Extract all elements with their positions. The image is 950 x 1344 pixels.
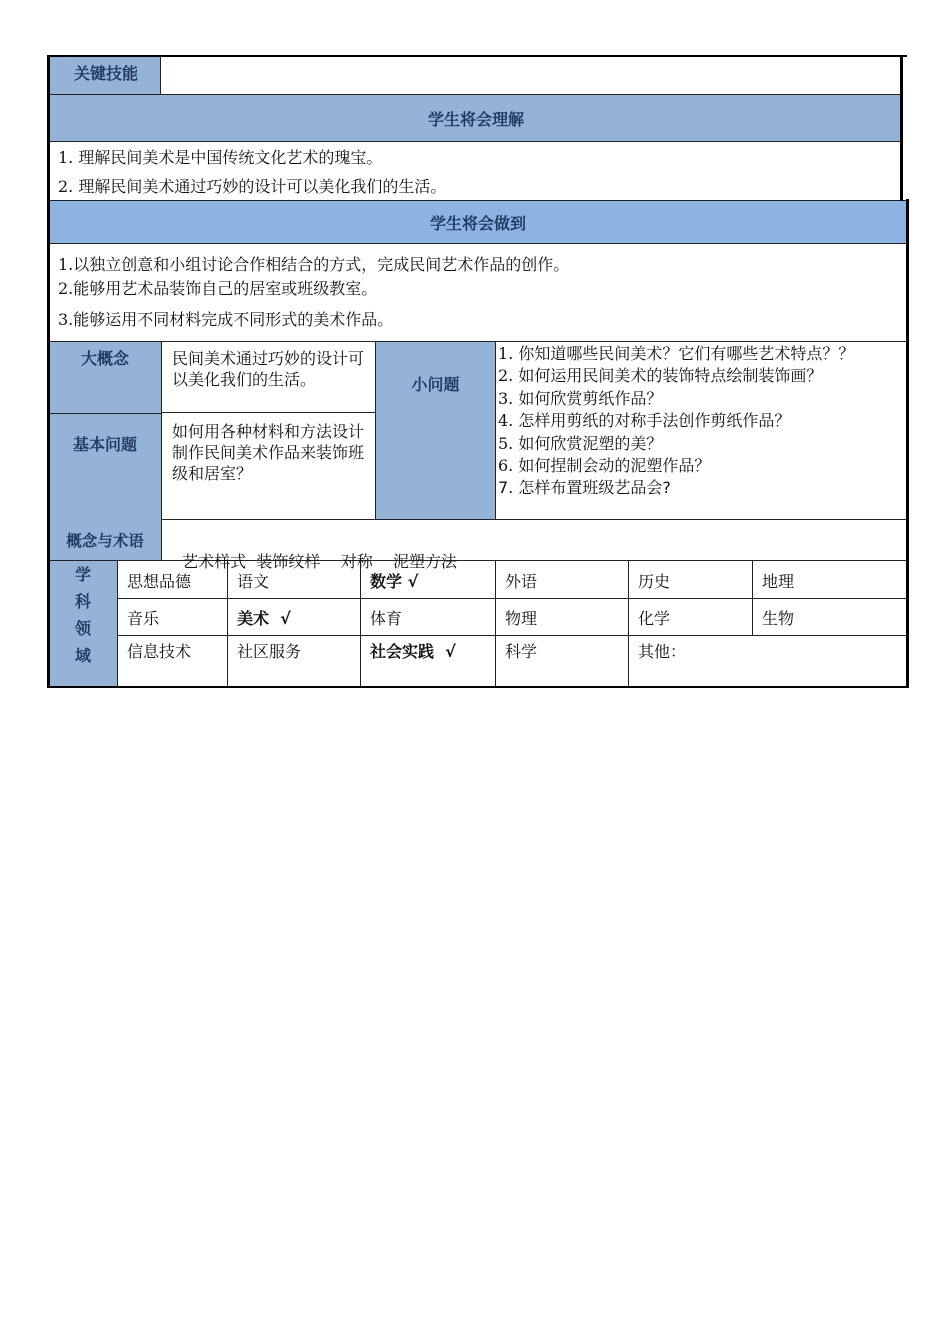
border-top [47, 55, 907, 57]
basic-question-text-value: 如何用各种材料和方法设计制作民间美术作品来装饰班级和居室？ [172, 422, 365, 483]
small-question-item: 3. 如何欣赏剪纸作品？ [498, 388, 663, 408]
subject-cell-checked: 数学 √ [370, 571, 419, 591]
subject-cell: 历史 [638, 571, 671, 591]
border-bottom [47, 686, 909, 688]
subject-cell: 其他： [638, 641, 687, 661]
subject-area-char: 科 [74, 592, 91, 611]
understand-header [49, 95, 902, 142]
big-concept-text [161, 341, 376, 413]
do-item: 3.能够运用不同材料完成不同形式的美术作品。 [58, 310, 394, 329]
border-right-lower [906, 199, 909, 688]
basic-question-label [49, 413, 161, 520]
small-question-item: 7. 怎样布置班级艺品会? [498, 478, 671, 498]
border-left [47, 55, 50, 688]
do-item: 1.以独立创意和小组讨论合作相结合的方式，完成民间艺术作品的创作。 [58, 255, 570, 274]
terms-label-text: 概念与术语 [66, 532, 144, 550]
basic-question-label-text: 基本问题 [72, 435, 137, 454]
subject-cell: 外语 [505, 571, 538, 591]
subject-area-label [49, 561, 117, 687]
subject-cell: 物理 [505, 609, 538, 628]
small-question-item: 1. 你知道哪些民间美术？它们有哪些艺术特点？？ [498, 344, 855, 363]
subject-cell: 语文 [237, 571, 270, 591]
small-questions-label [376, 341, 495, 520]
subject-cell: 生物 [762, 609, 795, 628]
understand-body [49, 142, 902, 200]
subject-cell: 音乐 [127, 609, 160, 628]
terms-text-value: 艺术样式 装饰纹样 对称 泥塑方法 [182, 552, 458, 571]
understand-header-text: 学生将会理解 [427, 109, 524, 129]
big-concept-label [49, 341, 161, 413]
small-questions-label-text: 小问题 [411, 375, 460, 394]
key-skills-value [160, 56, 902, 95]
small-question-item: 6. 如何捏制会动的泥塑作品？ [498, 456, 711, 476]
do-body [49, 244, 907, 341]
small-question-item: 5. 如何欣赏泥塑的美？ [498, 433, 663, 453]
terms-text [161, 520, 907, 571]
big-concept-label-text: 大概念 [80, 349, 129, 368]
do-header [49, 200, 907, 244]
subject-cell-checked: 美术 √ [237, 609, 291, 628]
subject-cell: 信息技术 [127, 641, 192, 661]
key-skills-label-text: 关键技能 [74, 64, 139, 83]
subject-area-char: 学 [74, 565, 91, 584]
understand-item: 1. 理解民间美术是中国传统文化艺术的瑰宝。 [58, 148, 383, 167]
do-item: 2.能够用艺术品装饰自己的居室或班级教室。 [58, 279, 378, 298]
small-questions-list [495, 341, 907, 520]
subject-area-char: 域 [74, 646, 91, 665]
subject-cell-checked: 社会实践 √ [370, 641, 456, 661]
subject-cell: 化学 [638, 609, 671, 628]
terms-label [49, 520, 161, 561]
border-right-upper [900, 55, 903, 201]
basic-question-text [161, 413, 376, 520]
small-question-item: 2. 如何运用民间美术的装饰特点绘制装饰画？ [498, 366, 823, 386]
big-concept-text-value: 民间美术通过巧妙的设计可以美化我们的生活。 [172, 349, 365, 389]
subject-cell: 社区服务 [237, 641, 302, 661]
understand-item: 2. 理解民间美术通过巧妙的设计可以美化我们的生活。 [58, 177, 447, 196]
subject-cell: 科学 [505, 641, 538, 661]
small-question-item: 4. 怎样用剪纸的对称手法创作剪纸作品？ [498, 411, 791, 431]
subject-cell: 地理 [762, 571, 795, 591]
subject-area-char: 领 [74, 619, 91, 638]
subject-cell: 思想品德 [127, 571, 192, 591]
key-skills-label [49, 56, 161, 95]
do-header-text: 学生将会做到 [429, 213, 526, 233]
subject-cell: 体育 [370, 609, 403, 628]
